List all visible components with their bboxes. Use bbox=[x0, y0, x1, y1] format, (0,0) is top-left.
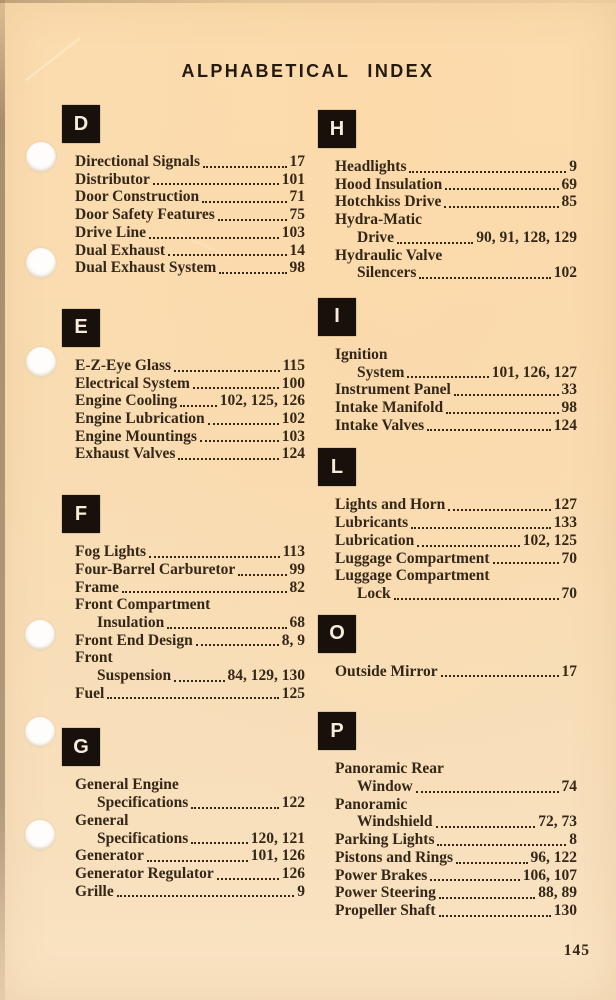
index-entry-list bbox=[62, 153, 305, 277]
entry-pages: 126 bbox=[281, 864, 305, 882]
entry-label: Insulation bbox=[97, 613, 165, 631]
scan-edge-top bbox=[0, 0, 616, 3]
index-entry bbox=[75, 883, 305, 901]
entry-label: Luggage Compartment bbox=[335, 567, 490, 585]
index-entry-continuation bbox=[335, 778, 577, 796]
index-entry bbox=[75, 776, 305, 794]
index-entry bbox=[335, 346, 577, 364]
entry-pages: 72, 73 bbox=[538, 813, 577, 831]
punch-hole bbox=[26, 248, 56, 278]
entry-label: Windshield bbox=[357, 813, 433, 831]
entry-pages: 133 bbox=[553, 514, 577, 532]
entry-pages: 85 bbox=[561, 193, 577, 211]
entry-leader bbox=[454, 394, 559, 396]
index-column-right bbox=[318, 110, 577, 920]
entry-pages: 14 bbox=[289, 241, 305, 259]
index-entry-continuation bbox=[335, 264, 577, 282]
entry-pages: 74 bbox=[561, 778, 577, 796]
entry-leader bbox=[394, 598, 559, 600]
punch-hole bbox=[25, 820, 55, 850]
index-entry-list bbox=[318, 496, 577, 602]
entry-leader bbox=[107, 697, 278, 699]
index-section bbox=[62, 105, 305, 277]
index-entry bbox=[75, 632, 305, 650]
index-entry bbox=[75, 242, 305, 260]
index-entry bbox=[335, 176, 577, 194]
index-entry bbox=[75, 171, 305, 189]
entry-label: Drive bbox=[357, 228, 395, 246]
index-entry bbox=[75, 410, 305, 428]
entry-leader bbox=[419, 277, 550, 279]
entry-leader bbox=[191, 842, 247, 844]
index-entry bbox=[75, 206, 305, 224]
section-letter-badge: F bbox=[62, 495, 100, 533]
index-entry-continuation bbox=[75, 794, 305, 812]
index-entry bbox=[75, 579, 305, 597]
entry-label: Specifications bbox=[97, 794, 189, 812]
index-entry bbox=[335, 567, 577, 585]
entry-label: Dual Exhaust System bbox=[75, 259, 217, 277]
entry-leader bbox=[409, 171, 566, 173]
entry-label: Grille bbox=[75, 882, 114, 900]
entry-label: Front bbox=[75, 649, 113, 667]
entry-pages: 103 bbox=[281, 427, 305, 445]
index-entry-continuation bbox=[335, 229, 577, 247]
section-letter-badge: P bbox=[318, 712, 356, 750]
entry-pages: 84, 129, 130 bbox=[227, 667, 305, 685]
index-entry-continuation bbox=[335, 364, 577, 382]
entry-pages: 88, 89 bbox=[538, 884, 577, 902]
entry-pages: 98 bbox=[289, 259, 305, 277]
entry-pages: 101 bbox=[281, 170, 305, 188]
entry-leader bbox=[117, 895, 295, 897]
section-letter-badge: L bbox=[318, 448, 356, 486]
entry-pages: 102 bbox=[281, 410, 305, 428]
entry-label: Instrument Panel bbox=[335, 381, 451, 399]
entry-label: Silencers bbox=[357, 264, 417, 282]
index-entry bbox=[75, 224, 305, 242]
entry-label: Fog Lights bbox=[75, 543, 147, 561]
entry-pages: 103 bbox=[281, 223, 305, 241]
entry-leader bbox=[217, 878, 279, 880]
index-entry bbox=[75, 188, 305, 206]
index-entry bbox=[335, 550, 577, 568]
entry-label: Panoramic Rear bbox=[335, 760, 444, 778]
entry-label: Lubrication bbox=[335, 531, 415, 549]
entry-label: Hydra-Matic bbox=[335, 211, 422, 229]
entry-pages: 99 bbox=[289, 560, 305, 578]
entry-label: Lock bbox=[357, 584, 391, 602]
punch-hole bbox=[25, 620, 55, 650]
entry-leader bbox=[456, 862, 527, 864]
index-section bbox=[318, 712, 577, 919]
entry-leader bbox=[200, 440, 279, 442]
index-entry-continuation bbox=[75, 614, 305, 632]
entry-pages: 102 bbox=[553, 264, 577, 282]
entry-pages: 75 bbox=[289, 206, 305, 224]
entry-pages: 70 bbox=[561, 549, 577, 567]
entry-leader bbox=[446, 412, 558, 414]
entry-label: Suspension bbox=[97, 667, 172, 685]
index-entry bbox=[335, 831, 577, 849]
index-entry bbox=[335, 760, 577, 778]
entry-pages: 115 bbox=[282, 356, 305, 374]
entry-leader bbox=[153, 183, 279, 185]
entry-label: Dual Exhaust bbox=[75, 241, 166, 259]
entry-label: Outside Mirror bbox=[335, 662, 438, 680]
entry-leader bbox=[180, 405, 217, 407]
entry-label: Panoramic bbox=[335, 795, 408, 813]
entry-pages: 122 bbox=[281, 794, 305, 812]
index-entry-continuation bbox=[335, 813, 577, 831]
entry-label: Four-Barrel Carburetor bbox=[75, 560, 236, 578]
index-entry bbox=[335, 663, 577, 681]
entry-pages: 101, 126, 127 bbox=[491, 363, 577, 381]
entry-leader bbox=[439, 915, 551, 917]
index-entry bbox=[75, 259, 305, 277]
index-section bbox=[62, 495, 305, 702]
index-entry bbox=[335, 399, 577, 417]
index-entry bbox=[335, 514, 577, 532]
index-entry bbox=[75, 543, 305, 561]
entry-label: Exhaust Valves bbox=[75, 445, 176, 463]
entry-pages: 33 bbox=[561, 381, 577, 399]
index-section bbox=[62, 309, 305, 463]
entry-pages: 17 bbox=[289, 153, 305, 170]
entry-leader bbox=[407, 376, 488, 378]
entry-pages: 124 bbox=[281, 445, 305, 463]
entry-label: Generator Regulator bbox=[75, 864, 214, 882]
entry-leader bbox=[196, 644, 279, 646]
entry-label: Engine Cooling bbox=[75, 392, 178, 410]
entry-pages: 127 bbox=[553, 496, 577, 514]
entry-label: Intake Valves bbox=[335, 416, 425, 434]
entry-leader bbox=[397, 242, 473, 244]
entry-pages: 70 bbox=[561, 584, 577, 602]
index-column-left bbox=[62, 105, 305, 900]
index-entry bbox=[335, 247, 577, 265]
section-letter-badge: G bbox=[62, 728, 100, 766]
entry-leader bbox=[167, 627, 286, 629]
entry-leader bbox=[416, 791, 559, 793]
index-section bbox=[62, 728, 305, 900]
index-entry bbox=[75, 153, 305, 171]
index-entry bbox=[75, 596, 305, 614]
entry-label: Lights and Horn bbox=[335, 496, 446, 514]
entry-label: General bbox=[75, 811, 129, 829]
index-entry-list bbox=[318, 346, 577, 435]
index-section bbox=[318, 110, 577, 282]
entry-pages: 90, 91, 128, 129 bbox=[476, 228, 577, 246]
index-entry bbox=[75, 649, 305, 667]
index-entry-list bbox=[62, 543, 305, 702]
entry-label: Hotchkiss Drive bbox=[335, 193, 442, 211]
entry-label: Front Compartment bbox=[75, 596, 211, 614]
section-letter-badge: D bbox=[62, 105, 100, 143]
entry-label: Door Safety Features bbox=[75, 206, 215, 224]
entry-pages: 106, 107 bbox=[522, 866, 577, 884]
entry-pages: 120, 121 bbox=[250, 829, 305, 847]
entry-leader bbox=[444, 206, 558, 208]
index-entry bbox=[335, 867, 577, 885]
entry-leader bbox=[193, 387, 279, 389]
entry-label: Drive Line bbox=[75, 223, 147, 241]
index-entry bbox=[335, 849, 577, 867]
section-letter-badge: I bbox=[318, 298, 356, 336]
entry-pages: 101, 126 bbox=[250, 847, 305, 865]
entry-label: Lubricants bbox=[335, 514, 409, 532]
entry-pages: 113 bbox=[282, 543, 305, 561]
index-entry bbox=[75, 685, 305, 703]
index-entry bbox=[335, 902, 577, 920]
index-entry-list bbox=[318, 760, 577, 919]
entry-label: Luggage Compartment bbox=[335, 549, 490, 567]
index-entry bbox=[335, 158, 577, 176]
entry-pages: 98 bbox=[561, 399, 577, 417]
entry-label: Engine Mountings bbox=[75, 427, 197, 445]
entry-leader bbox=[122, 591, 287, 593]
entry-pages: 96, 122 bbox=[530, 848, 577, 866]
entry-label: Front End Design bbox=[75, 631, 193, 649]
entry-pages: 125 bbox=[281, 684, 305, 702]
entry-pages: 71 bbox=[289, 188, 305, 206]
page-title: ALPHABETICAL INDEX bbox=[181, 61, 435, 81]
index-section bbox=[318, 298, 577, 435]
index-entry bbox=[75, 445, 305, 463]
entry-leader bbox=[218, 219, 287, 221]
index-entry-continuation bbox=[335, 585, 577, 603]
entry-label: Pistons and Rings bbox=[335, 848, 454, 866]
entry-pages: 102, 125, 126 bbox=[219, 392, 305, 410]
entry-pages: 100 bbox=[281, 374, 305, 392]
entry-leader bbox=[191, 807, 278, 809]
entry-pages: 68 bbox=[289, 613, 305, 631]
entry-label: Door Construction bbox=[75, 188, 200, 206]
index-entry bbox=[335, 884, 577, 902]
index-entry bbox=[335, 532, 577, 550]
entry-label: Specifications bbox=[97, 829, 189, 847]
entry-label: Intake Manifold bbox=[335, 399, 444, 417]
entry-label: System bbox=[357, 363, 405, 381]
index-entry bbox=[335, 211, 577, 229]
index-entry-list bbox=[62, 357, 305, 463]
entry-leader bbox=[437, 844, 566, 846]
index-entry bbox=[75, 865, 305, 883]
scan-edge-left bbox=[0, 0, 5, 1000]
entry-label: Propeller Shaft bbox=[335, 901, 436, 919]
entry-label: E-Z-Eye Glass bbox=[75, 356, 172, 374]
index-entry bbox=[335, 381, 577, 399]
entry-leader bbox=[411, 527, 551, 529]
punch-hole bbox=[26, 347, 56, 377]
entry-pages: 8, 9 bbox=[281, 631, 305, 649]
entry-label: Directional Signals bbox=[75, 153, 201, 170]
index-entry bbox=[75, 375, 305, 393]
index-entry bbox=[75, 847, 305, 865]
entry-label: Frame bbox=[75, 578, 119, 596]
entry-leader bbox=[448, 509, 550, 511]
punch-hole bbox=[26, 142, 56, 172]
entry-leader bbox=[208, 423, 279, 425]
entry-leader bbox=[493, 562, 559, 564]
entry-leader bbox=[439, 897, 535, 899]
index-entry bbox=[75, 392, 305, 410]
index-entry-continuation bbox=[75, 830, 305, 848]
entry-leader bbox=[436, 826, 536, 828]
entry-leader bbox=[430, 879, 519, 881]
entry-leader bbox=[178, 458, 278, 460]
index-entry bbox=[335, 796, 577, 814]
entry-label: Distributor bbox=[75, 170, 150, 188]
entry-leader bbox=[174, 680, 224, 682]
index-entry-list bbox=[318, 158, 577, 282]
entry-pages: 9 bbox=[569, 158, 577, 175]
index-section bbox=[318, 615, 577, 681]
entry-leader bbox=[168, 254, 286, 256]
index-entry bbox=[335, 496, 577, 514]
entry-pages: 102, 125 bbox=[522, 531, 577, 549]
entry-pages: 130 bbox=[553, 901, 577, 919]
entry-label: Window bbox=[357, 778, 413, 796]
entry-label: Power Brakes bbox=[335, 866, 428, 884]
entry-leader bbox=[427, 429, 551, 431]
section-letter-badge: E bbox=[62, 309, 100, 347]
entry-label: Electrical System bbox=[75, 374, 190, 392]
entry-pages: 9 bbox=[297, 882, 305, 900]
index-entry-list bbox=[62, 776, 305, 900]
entry-label: Headlights bbox=[335, 158, 407, 175]
entry-pages: 124 bbox=[553, 416, 577, 434]
entry-leader bbox=[219, 272, 286, 274]
entry-leader bbox=[238, 574, 286, 576]
index-entry bbox=[75, 812, 305, 830]
punch-hole bbox=[25, 717, 55, 747]
entry-leader bbox=[149, 556, 280, 558]
entry-pages: 69 bbox=[561, 175, 577, 193]
entry-leader bbox=[147, 860, 248, 862]
entry-label: Parking Lights bbox=[335, 831, 435, 849]
index-entry bbox=[335, 417, 577, 435]
index-section bbox=[318, 448, 577, 602]
index-entry bbox=[75, 561, 305, 579]
entry-leader bbox=[202, 201, 286, 203]
entry-pages: 8 bbox=[569, 831, 577, 849]
entry-label: Fuel bbox=[75, 684, 105, 702]
entry-pages: 82 bbox=[289, 578, 305, 596]
entry-label: Engine Lubrication bbox=[75, 410, 205, 428]
entry-pages: 17 bbox=[561, 662, 577, 680]
index-entry bbox=[335, 193, 577, 211]
entry-leader bbox=[203, 166, 286, 168]
entry-label: Ignition bbox=[335, 345, 388, 363]
entry-label: Generator bbox=[75, 847, 144, 865]
index-entry bbox=[75, 428, 305, 446]
entry-label: Hydraulic Valve bbox=[335, 246, 443, 264]
entry-label: Hood Insulation bbox=[335, 175, 443, 193]
entry-leader bbox=[445, 188, 558, 190]
page-number: 145 bbox=[563, 942, 590, 959]
index-entry-list bbox=[318, 663, 577, 681]
entry-leader bbox=[441, 675, 559, 677]
index-entry-continuation bbox=[75, 667, 305, 685]
entry-leader bbox=[417, 545, 520, 547]
index-entry bbox=[75, 357, 305, 375]
entry-label: Power Steering bbox=[335, 884, 436, 902]
entry-label: General Engine bbox=[75, 776, 179, 794]
entry-leader bbox=[149, 237, 279, 239]
section-letter-badge: O bbox=[318, 615, 356, 653]
entry-leader bbox=[174, 370, 280, 372]
section-letter-badge: H bbox=[318, 110, 356, 148]
